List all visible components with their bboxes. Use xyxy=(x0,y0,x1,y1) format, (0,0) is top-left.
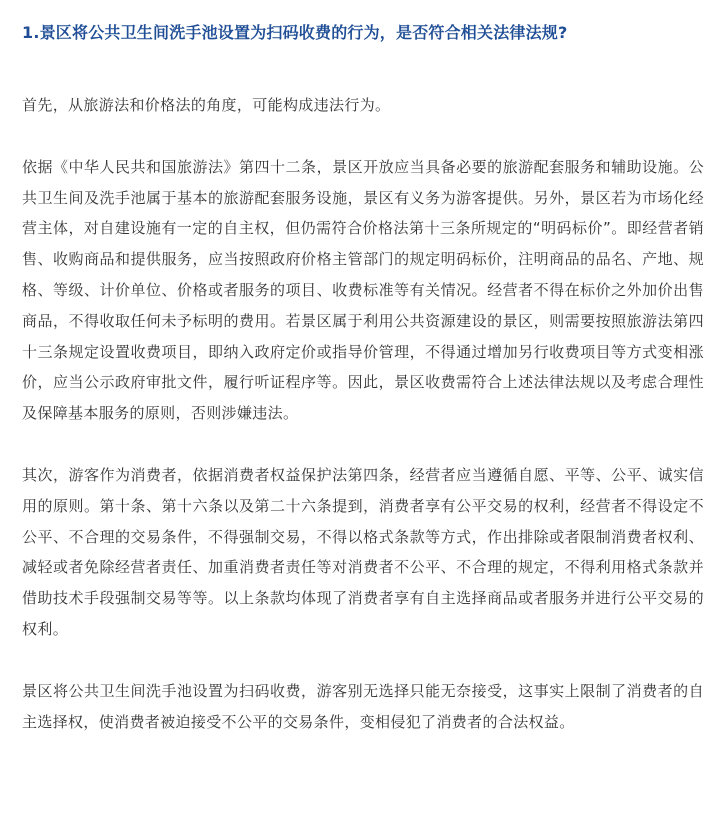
section-heading: 1.景区将公共卫生间洗手池设置为扫码收费的行为，是否符合相关法律法规? xyxy=(22,23,568,42)
paragraph-conclusion: 景区将公共卫生间洗手池设置为扫码收费，游客别无选择只能无奈接受，这事实上限制了消费者的自主选择权，使消费者被迫接受不公平的交易条件，变相侵犯了消费者的合法权益。 xyxy=(22,681,704,731)
paragraph-consumer-rights: 其次，游客作为消费者，依据消费者权益保护法第四条，经营者应当遵循自愿、平等、公平、诚实信用的原则。第十条、第十六条以及第二十六条提到，消费者享有公平交易的权利，经营者不得设定不公平、不合理的交易条件，不得强制交易，不得以格式条款等方式，作出排除或者限制消费者权利、减轻或者免除经营者责任、加重消费者责任等对消费者不公平、不合理的规定，不得利用格式条款并借助技术手段强制交易等等。以上条款均体现了消费者享有自主选择商品或者服务并进行公平交易的权利。 xyxy=(22,465,704,638)
paragraph-intro: 首先，从旅游法和价格法的角度，可能构成违法行为。 xyxy=(22,96,391,114)
paragraph-tourism-law: 依据《中华人民共和国旅游法》第四十二条，景区开放应当具备必要的旅游配套服务和辅助设施。公共卫生间及洗手池属于基本的旅游配套服务设施，景区有义务为游客提供。另外，景区若为市场化经营主体，对自建设施有一定的自主权，但仍需符合价格法第十三条所规定的“明码标价”。即经营者销售、收购商品和提供服务，应当按照政府价格主管部门的规定明码标价，注明商品的品名、产地、规格、等级、计价单位、价格或者服务的项目、收费标准等有关情况。经营者不得在标价之外加价出售商品，不得收取任何未予标明的费用。若景区属于利用公共资源建设的景区，则需要按照旅游法第四十三条规定设置收费项目，即纳入政府定价或指导价管理，不得通过增加另行收费项目等方式变相涨价，应当公示政府审批文件，履行听证程序等。因此，景区收费需符合上述法律法规以及考虑合理性及保障基本服务的原则，否则涉嫌违法。 xyxy=(22,157,704,423)
